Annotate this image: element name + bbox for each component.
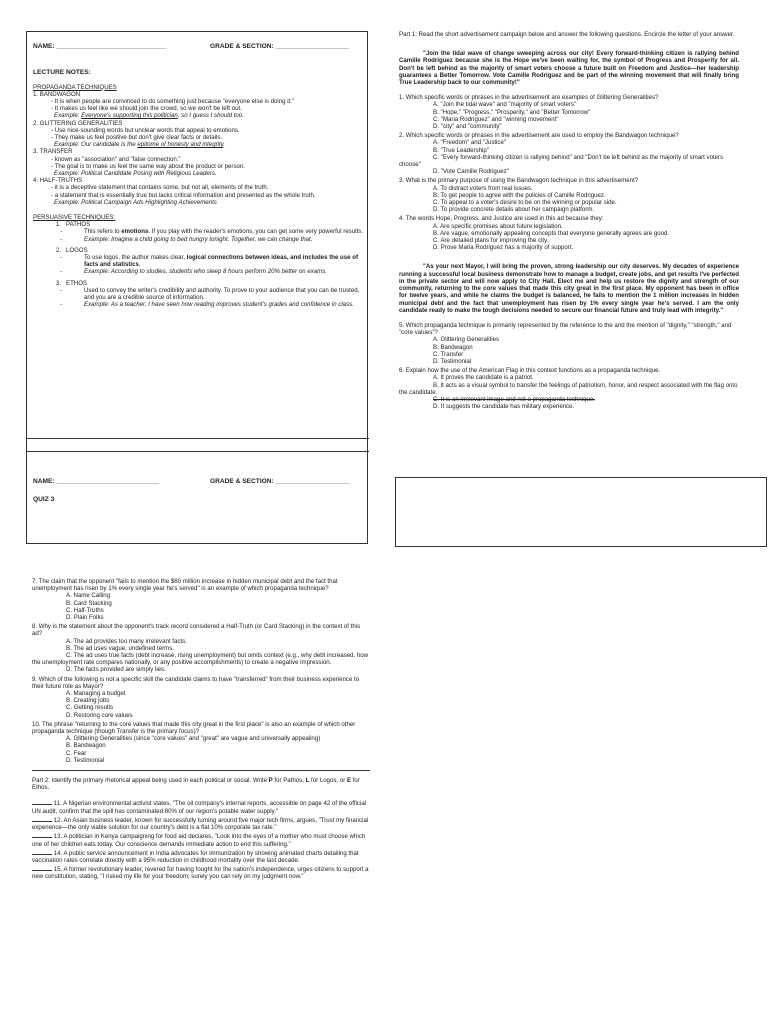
persuasive-body-text: Used to convey the writer's credibility and authority. To prove to your audience that you can be trusted, and you are a credible source of information. — [84, 286, 360, 302]
technique-bandwagon — [33, 91, 363, 120]
body-pre: This refers to — [84, 228, 122, 236]
part2-instructions — [32, 777, 370, 791]
question-text: 1. Which specific words or phrases in the advertisement are examples of Glittering Generalities? — [399, 94, 659, 102]
part2-text: Part 2: Identify the primary rhetorical appeal being used in each political or social. Write — [32, 777, 269, 785]
persuasive-number: 1. — [55, 221, 61, 229]
grade-section-label: GRADE & SECTION: ____________________ — [210, 43, 349, 50]
persuasive-example: - Example: As a teacher, I have seen how reading improves student's grades and confidence in class. — [60, 301, 354, 309]
question — [399, 322, 739, 365]
part2-item — [32, 849, 370, 864]
technique-title: 4. HALF-TRUTHS — [33, 177, 83, 185]
answer-option[interactable]: C. "Maria Rodriguez" and "winning movement" — [433, 115, 559, 123]
technique-line: - They make us feel positive but don't give clear facts or details. — [51, 134, 223, 142]
answer-blank[interactable] — [32, 865, 52, 871]
part2-item — [32, 865, 370, 880]
answer-option[interactable]: D. To provide concrete details about her campaign platform. — [433, 206, 595, 214]
persuasive-body: - To use logos, the author makes clear, logical connections between ideas, and includes the use of facts and statistics. — [33, 254, 363, 268]
persuasive-body-text — [84, 254, 363, 268]
answer-blank[interactable] — [32, 849, 52, 855]
answer-option[interactable]: B. "Hope," "Progress," "Prosperity," and "Better Tomorrow" — [433, 108, 591, 116]
answer-option[interactable]: C. Transfer — [433, 350, 464, 358]
lecture-notes — [33, 62, 363, 308]
answer-option[interactable]: B. It acts as a visual symbol to transfer the feelings of patriotism, honor, and respect associated with the flag onto the candidate. — [399, 381, 738, 396]
answer-option[interactable]: A. Glittering Generalities (since "core values" and "great" are vague and universally appealing) — [66, 735, 321, 743]
example-prefix: Example: — [54, 112, 82, 120]
body-bold: emotions — [121, 228, 149, 236]
grade-section-label: GRADE & SECTION: ____________________ — [210, 478, 349, 485]
section-divider — [27, 438, 369, 452]
persuasive-title: LOGOS — [66, 246, 88, 254]
technique-title: 3. TRANSFER — [33, 148, 73, 156]
answer-blank[interactable] — [32, 799, 52, 805]
answer-option[interactable]: B. Card Stacking — [66, 599, 112, 607]
question — [399, 177, 739, 213]
question-text: 7. The claim that the opponent "fails to mention the $60 million increase in hidden municipal debt and the fact that unemployment has risen by 1% every single year he's served" is an example of which propaganda technique? — [32, 578, 338, 593]
answer-option[interactable]: B. Are vague, emotionally appealing concepts that everyone generally agrees are good. — [433, 229, 670, 237]
answer-option[interactable]: A. Are specific promises about future legislation. — [433, 222, 563, 230]
technique-line: - known as "association" and "false connection." — [51, 155, 181, 163]
name-label: NAME: ____________________________ — [33, 478, 160, 485]
persuasive-example: - Example: Imagine a child going to bed hungry tonight. Together, we can change that. — [60, 235, 313, 243]
answer-blank[interactable] — [32, 832, 52, 838]
answer-option[interactable]: D. Prove Maria Rodriguez has a majority of support. — [433, 244, 574, 252]
example-text: Example: As a teacher, I have seen how reading improves student's grades and confidence in class. — [84, 301, 354, 309]
question-text: 5. Which propaganda technique is primarily represented by the reference to the and the mention of "dignity," "strength," and "core values"? — [399, 321, 732, 337]
answer-option[interactable]: A. To distract voters from real issues. — [433, 184, 533, 192]
answer-option[interactable]: B. Bandwagon — [66, 742, 106, 750]
answer-option[interactable]: A. Name Calling — [66, 592, 111, 600]
answer-option[interactable]: A. "Join the tidal wave" and "majority of smart voters" — [433, 101, 577, 109]
part2-item — [32, 816, 370, 831]
answer-option[interactable]: A. It proves the candidate is a patriot. — [433, 374, 534, 382]
persuasive-ethos — [33, 280, 363, 309]
persuasive-body-text — [84, 228, 363, 235]
answer-option[interactable]: A. The ad provides too many irrelevant facts. — [66, 637, 187, 645]
answer-blank[interactable] — [32, 816, 52, 822]
section-rule — [32, 770, 370, 771]
technique-title: 1. BANDWAGON — [33, 90, 81, 98]
question-text: 6. Explain how the use of the American Flag in this context functions as a propaganda technique. — [399, 367, 661, 375]
answer-option[interactable]: C. Are detailed plans for improving the city. — [433, 237, 549, 245]
part2-item-text: 14. A public service announcement in India advocates for immunization by showing animated charts detailing that vaccination rates correlate directly with a 95% reduction in childhood mortality over the last decade. — [32, 849, 359, 864]
answer-option[interactable]: C. Half-Truths — [66, 606, 104, 614]
answer-option[interactable]: C. The ad uses true facts (debt increase, rising unemployment) but omits context (e.g., why debt increased, how the unemployment rate compares nationally, or any positive accomplishments) to create a negative impression. — [32, 652, 369, 667]
question-text: 3. What is the primary purpose of using the Bandwagon technique in this advertisement? — [399, 177, 639, 185]
answer-option[interactable]: D. Restoring core values — [66, 711, 133, 719]
advertisement-2-text: "As your next Mayor, I will bring the proven, strong leadership our city deserves. My decades of experience running a successful local business demonstrate how to manage a budget, create jobs, and get results I've perfected in the private sector and will now apply to City Hall. Elect me and help us restore the dignity and strength of our community, returning to the core values that made this city great in the first place. My opponent has been in office for twelve years, and while he claims the budget is balanced, he fails to mention the 1 million increases in hidden municipal debt and the fact that unemployment has risen by 1% every single year he's served. I am the only candidate ready to make the tough decisions needed to secure our financial future and truly lead with integrity." — [399, 263, 739, 314]
question — [32, 578, 370, 621]
part2-item-text: 12. An Asian business leader, known for successfully turning around five major tech firms, argues, "Trust my financial experience—the only viable solution for our country's debt is a flat 10% corporate tax rate." — [32, 816, 369, 832]
technique-line: - it is a deceptive statement that contains some, but not all, elements of the truth. — [51, 184, 269, 192]
question — [32, 721, 370, 764]
persuasive-number: 3. — [55, 279, 61, 287]
part2-item — [32, 832, 370, 847]
part2-item — [32, 799, 370, 814]
example-text: Example: Imagine a child going to bed hungry tonight. Together, we can change that. — [84, 235, 313, 243]
advertisement-2 — [399, 263, 739, 313]
quiz-name-grade-header — [33, 478, 363, 485]
persuasive-title: ETHOS — [66, 279, 87, 287]
question — [399, 132, 739, 175]
example-prefix: Example: Our candidate is the — [54, 141, 138, 149]
body-post: . If you play with the reader's emotions, you can get some very powerful results. — [148, 228, 363, 236]
technique-glittering — [33, 120, 363, 149]
technique-transfer — [33, 148, 363, 177]
question-text: 10. The phrase "returning to the core values that made this city great in the first place" is also an example of which other propaganda technique (though Transfer is the primary focus)? — [32, 720, 356, 736]
name-grade-header — [33, 43, 363, 50]
answer-option[interactable]: D. "city" and "community" — [433, 123, 502, 131]
answer-option[interactable]: B. Bandwagon — [433, 343, 473, 351]
technique-line: - Use nice-sounding words but unclear words that appeal to emotions. — [51, 126, 240, 134]
answer-option[interactable]: D. The facts provided are simply lies. — [66, 666, 166, 674]
persuasive-heading — [33, 221, 363, 228]
answer-option[interactable]: B. The ad uses vague, undefined terms. — [66, 644, 174, 652]
question-block-a — [399, 94, 739, 251]
part2-item-text: 13. A politician in Kenya campaigning for food aid declares, "Look into the eyes of a mother who must choose which one of her children eats today. Our conscience demands immediate action to end this suffering." — [32, 833, 366, 848]
persuasive-example: - Example: According to studies, students who sleep 8 hours perform 20% better on exams. — [60, 268, 327, 276]
part2-letter-p: P — [268, 777, 273, 785]
answer-option-struck[interactable]: C. It is an irrelevant image and not a propaganda technique. — [433, 395, 595, 403]
persuasive-body: - This refers to emotions. If you play with the reader's emotions, you can get some very powerful results. — [60, 228, 363, 236]
answer-option[interactable]: A. Managing a budget — [66, 690, 126, 698]
question-text: 2. Which specific words or phrases in the advertisement are used to employ the Bandwagon technique? — [399, 132, 679, 140]
example-text: Everyone's supporting this politician — [81, 112, 178, 120]
answer-option[interactable]: C. Fear — [66, 749, 87, 757]
persuasive-pathos — [33, 221, 363, 243]
question-text: 4. The words Hope, Progress, and Justice are used in this ad because they: — [399, 215, 604, 223]
example-text: epitome of honesty and integrity — [137, 141, 224, 149]
persuasive-body: - Used to convey the writer's credibility and authority. To prove to your audience that you can be trusted, and you are a credible source of information. — [33, 287, 363, 301]
question-text: 9. Which of the following is not a specific skill the candidate claims to have "transferred" from their business experience to their future role as Mayor? — [32, 675, 360, 690]
answer-option[interactable]: D. Testimonial — [433, 357, 472, 365]
advertisement-1-text: "Join the tidal wave of change sweeping across our city! Every forward-thinking citizen is rallying behind Camille Rodriguez because she is the Hope we've been waiting for, the symbol of Progress and Prosperity for all. Don't be left behind as the majority of smart voters choose a future built on Freedom and Justice—her leadership guarantees a Better Tomorrow. Vote Camille Rodriguez and be part of the winning movement that will finally bring True Leadership back to our community!" — [399, 50, 739, 87]
persuasive-logos — [33, 247, 363, 276]
part2-letter-e: E — [346, 777, 352, 785]
question-block-b — [399, 322, 739, 410]
part2-item-text: 11. A Nigerian environmental activist states, "The oil company's internal reports, accessible on page 42 of the official UN audit, confirm that the spill has contaminated 80% of our region's potable water supply." — [32, 800, 367, 815]
answer-option[interactable]: C. "Every forward-thinking citizen is rallying behind" and "Don't be left behind as the majority of smart voters choose" — [399, 153, 724, 169]
lecture-notes-title: LECTURE NOTES: — [33, 68, 91, 76]
body-pre: To use logos, the author makes clear, — [84, 254, 187, 262]
lecture-notes-page — [26, 31, 368, 544]
technique-title: 2. GLITTERING GENERALITIES — [33, 119, 123, 127]
answer-option[interactable]: A. Glittering Generalities — [433, 336, 500, 344]
question — [399, 215, 739, 251]
question — [32, 676, 370, 719]
technique-line: - The goal is to make us feel the same way about the product or person. — [51, 162, 245, 170]
quiz-title: QUIZ 3 — [33, 496, 55, 503]
answer-option[interactable]: D. Plain Folks — [66, 614, 104, 622]
part2-items — [32, 799, 370, 880]
answer-box — [395, 477, 767, 547]
technique-half-truths — [33, 177, 363, 206]
technique-line: - It makes us feel like we should join the crowd, so we won't be left out. — [51, 105, 242, 113]
answer-option[interactable]: A. "Freedom" and "Justice" — [433, 139, 507, 147]
example-suffix: , so I guess I should too. — [177, 112, 244, 120]
propaganda-techniques-title: PROPAGANDA TECHNIQUES — [33, 83, 117, 91]
technique-example: Example: Political Candidate Posing with Religious Leaders. — [54, 170, 217, 178]
technique-example: Example: Political Campaign Ads Highlighting Achievements — [54, 198, 217, 206]
answer-option[interactable]: D. It suggests the candidate has military experience. — [433, 403, 575, 411]
quiz-part1-page — [399, 31, 739, 501]
part2-text: for Ethos. — [32, 777, 360, 792]
answer-option[interactable]: C. Getting results — [66, 704, 114, 712]
persuasive-heading — [33, 280, 363, 287]
body-post: . — [138, 261, 141, 269]
quiz-part2-page — [32, 576, 370, 1016]
answer-option[interactable]: D. Testimonial — [66, 756, 105, 764]
part2-text: for Pathos, — [272, 777, 306, 785]
question — [399, 367, 739, 410]
example-suffix: . — [223, 141, 225, 149]
part2-text: for Logos, or — [309, 777, 347, 785]
technique-example — [33, 141, 363, 148]
question-text: 8. Why is the statement about the opponent's track record considered a Half-Truth (or Card Stacking) in the context of this ad? — [32, 623, 361, 638]
advertisement-1 — [399, 50, 739, 86]
technique-line: - a statement that is essentially true but lacks critical information and presented as the whole truth. — [51, 191, 316, 199]
question — [399, 94, 739, 130]
example-text: Example: According to studies, students who sleep 8 hours perform 20% better on exams. — [84, 268, 327, 276]
persuasive-title: PATHOS — [66, 221, 91, 229]
part2-letter-l: L — [305, 777, 310, 785]
answer-option[interactable]: B. "True Leadership" — [433, 146, 489, 154]
answer-option[interactable]: B. Creating jobs — [66, 697, 110, 705]
persuasive-number: 2. — [55, 246, 61, 254]
persuasive-techniques-title: PERSUASIVE TECHNIQUES: — [33, 214, 116, 222]
part2-item-text: 15. A former revolutionary leader, revered for having fought for the nation's independence, urges citizens to support a new constitution, stating, "I risked my life for your freedom; surely you can rely on my judgment now." — [32, 866, 369, 881]
part1-instructions: Part 1: Read the short advertisement campaign below and answer the following questions. Encircle the letter of your answer. — [399, 31, 735, 38]
name-label: NAME: ______________________________ — [33, 43, 167, 50]
answer-option[interactable]: B. To get people to agree with the policies of Camille Rodriguez. — [433, 191, 606, 199]
answer-option[interactable]: C. To appeal to a voter's desire to be on the winning or popular side. — [433, 199, 617, 207]
body-bold: logical connections between ideas, and includes the use of facts and statistics — [84, 254, 358, 269]
persuasive-heading — [33, 247, 363, 254]
technique-example — [33, 112, 363, 119]
question — [32, 623, 370, 673]
technique-line: - It is when people are convinced to do something just because "everyone else is doing it." — [51, 98, 295, 105]
answer-option[interactable]: D. "Vote Camille Rodriguez" — [433, 168, 509, 176]
